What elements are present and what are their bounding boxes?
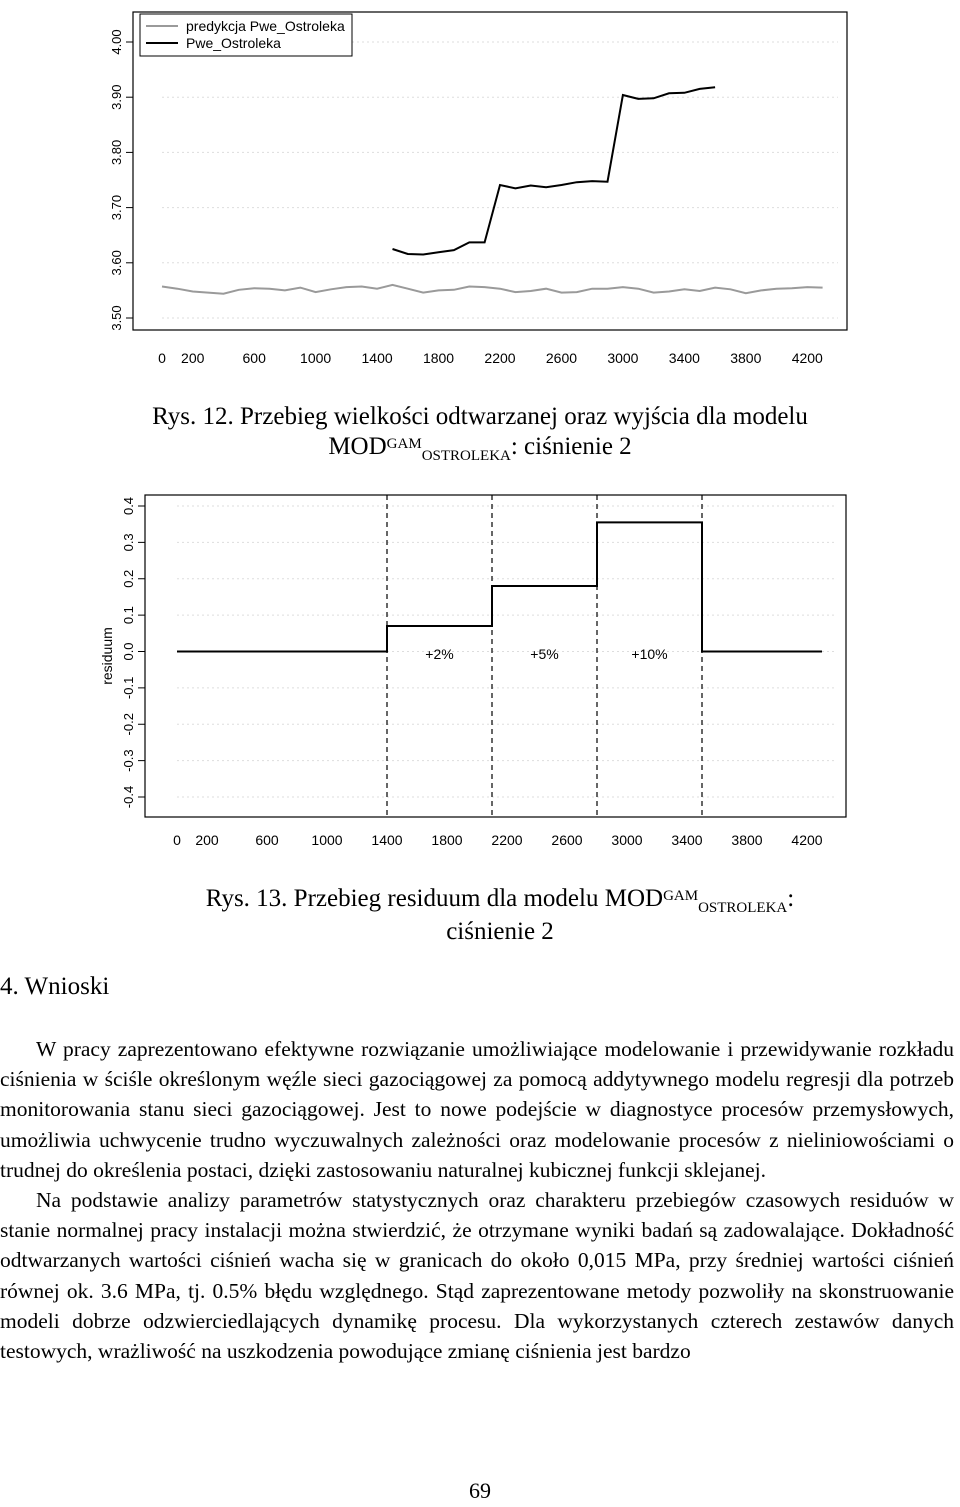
x-tick-label: 1000 — [300, 350, 332, 366]
paragraph: W pracy zaprezentowano efektywne rozwiązanie umożliwiające modelowanie i przewidywanie rozkładu ciśnienia w ściśle określonym węźle sieci gazociągowej za pomocą addytywnego modelu regresji dla potrzeb monitorowania stanu sieci gazociągowej. Jest to nowe podejście w diagnostyce procesów przemysłowych, umożliwia uchwycenie trudno wyczuwalnych zależności oraz modelowanie procesów z nieliniowościami o trudnej do określenia postaci, dzięki zastosowaniu naturalnej kubicznej funkcji sklejanej. — [0, 1037, 954, 1182]
x-tick-label: 600 — [255, 832, 279, 848]
y-tick-label: 3.90 — [109, 84, 124, 110]
y-tick-label: -0.1 — [121, 676, 136, 700]
x-tick-label: 2200 — [484, 350, 516, 366]
body-text — [0, 1034, 954, 1366]
y-tick-label: 0.3 — [121, 533, 136, 552]
residuum-chart — [0, 490, 960, 860]
chart-legend — [140, 14, 352, 56]
pressure-chart — [0, 0, 960, 380]
x-tick-label: 4200 — [791, 832, 823, 848]
series-line-0 — [162, 285, 823, 294]
page-number: 69 — [469, 1478, 491, 1503]
series-line-1 — [393, 87, 716, 254]
x-tick-label: 200 — [181, 350, 205, 366]
y-tick-label: -0.4 — [121, 785, 136, 809]
y-tick-label: 3.60 — [109, 250, 124, 276]
fault-annotation: +2% — [425, 645, 454, 662]
legend-label-measured: Pwe_Ostroleka — [186, 35, 281, 51]
figure-12-caption-line2: $MOD^{GAM}_{OSTROLEKA}$: ciśnienie 2 — [328, 433, 632, 464]
figure-12-caption — [0, 402, 960, 465]
fault-annotation: +5% — [530, 645, 559, 662]
section-heading: 4. Wnioski — [0, 973, 110, 1000]
x-tick-label: 1800 — [431, 832, 463, 848]
fault-annotation: +10% — [631, 645, 668, 662]
y-tick-label: 3.70 — [109, 194, 124, 221]
x-tick-label: 0 — [158, 350, 166, 366]
y-tick-label: 3.80 — [109, 139, 124, 166]
x-tick-label: 3800 — [731, 832, 763, 848]
figure-13-caption-line1: Rys. 13. Przebieg residuum dla modelu $MOD^{GAM}_{OSTROLEKA}$: — [205, 885, 795, 916]
x-tick-label: 4200 — [791, 350, 823, 366]
plot-frame — [145, 495, 846, 817]
x-tick-label: 1400 — [361, 350, 393, 366]
plot-frame — [133, 12, 847, 330]
y-tick-label: 4.00 — [109, 29, 124, 55]
paragraph: Na podstawie analizy parametrów statystycznych oraz charakteru przebiegów czasowych residuów w stanie normalnej pracy instalacji można stwierdzić, że otrzymane wyniki badań są zadowalające. Dokładność odtwarzanych wartości ciśnień wacha się w granicach do około 0,015 MPa, przy średniej wartości ciśnień równej ok. 3.6 MPa, tj. 0.5% błędu względnego. Stąd zaprezentowane metody pozwoliły na skonstruowanie modeli dobrze odzwierciedlających dynamikę procesu. Dla wykorzystanych czterech zestawów danych testowych, wrażliwość na uszkodzenia powodujące zmianę ciśnienia jest bardzo — [0, 1188, 954, 1364]
x-tick-label: 600 — [242, 350, 266, 366]
x-tick-label: 200 — [195, 832, 219, 848]
x-tick-label: 1000 — [311, 832, 343, 848]
y-tick-label: 0.1 — [121, 606, 136, 625]
y-tick-label: 0.4 — [121, 496, 136, 516]
x-tick-label: 1400 — [371, 832, 403, 848]
x-tick-label: 1800 — [422, 350, 455, 366]
x-tick-label: 2200 — [491, 832, 523, 848]
series-line-0 — [177, 522, 822, 651]
y-tick-label: 3.50 — [109, 305, 124, 331]
x-tick-label: 3400 — [668, 350, 700, 366]
y-axis-label: residuum — [99, 627, 115, 685]
x-tick-label: 3000 — [607, 350, 639, 366]
x-tick-label: 0 — [173, 832, 181, 848]
y-tick-label: 0.0 — [121, 642, 136, 661]
x-tick-label: 2600 — [551, 832, 583, 848]
x-tick-label: 3800 — [730, 350, 762, 366]
figure-13-caption — [180, 884, 820, 947]
y-tick-label: -0.3 — [121, 749, 136, 772]
legend-label-prediction: predykcja Pwe_Ostroleka — [186, 18, 345, 34]
figure-12-caption-line1: Rys. 12. Przebieg wielkości odtwarzanej oraz wyjścia dla modelu — [152, 403, 808, 430]
y-tick-label: -0.2 — [121, 713, 136, 736]
x-tick-label: 2600 — [545, 350, 578, 366]
y-tick-label: 0.2 — [121, 569, 136, 588]
x-tick-label: 3400 — [671, 832, 703, 848]
figure-13-caption-line2: ciśnienie 2 — [446, 918, 554, 945]
x-tick-label: 3000 — [611, 832, 643, 848]
